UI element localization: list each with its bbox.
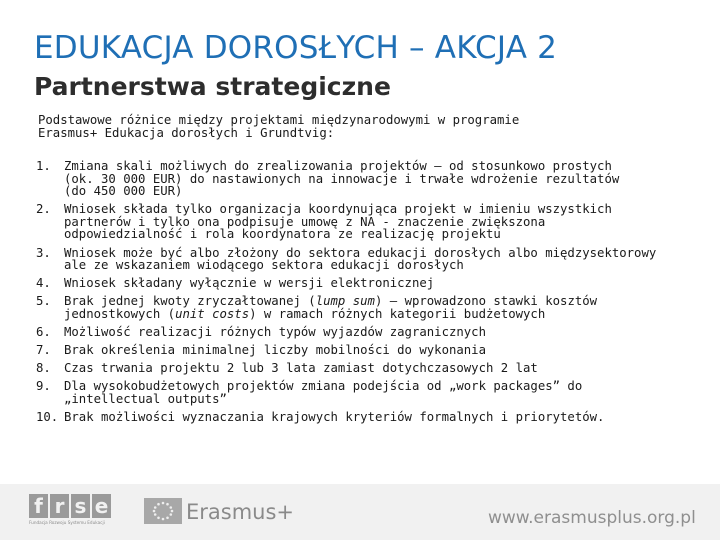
item-number: 8.: [36, 361, 51, 376]
item-text-part: ) – wprowadzono stawki kosztów: [374, 294, 598, 309]
item-text: [64, 247, 686, 272]
item-line: Możliwość realizacji różnych typów wyjazdów zagranicznych: [64, 325, 486, 340]
erasmus-plus-logo: Erasmus+: [186, 500, 295, 524]
item-number: 7.: [36, 343, 51, 358]
item-line: Brak określenia minimalnej liczby mobilności do wykonania: [64, 343, 486, 358]
item-text-part: jednostkowych (: [64, 306, 176, 321]
item-text: [64, 160, 686, 198]
list-item: [36, 277, 686, 290]
list-item: [36, 362, 686, 375]
item-text: [64, 277, 686, 290]
item-line: Zmiana skali możliwych do zrealizowania projektów – od stosunkowo prostych: [64, 159, 612, 173]
frse-letter: e: [92, 494, 111, 518]
frse-logo: [29, 494, 111, 530]
intro-line: Erasmus+ Edukacja dorosłych i Grundtvig:: [38, 126, 335, 140]
list-item: [36, 380, 686, 405]
frse-letter: s: [71, 494, 90, 518]
item-line: Czas trwania projektu 2 lub 3 lata zamiast dotychczasowych 2 lat: [64, 361, 538, 376]
item-number: 2.: [36, 202, 51, 217]
differences-list: [36, 160, 686, 429]
item-line: Dla wysokobudżetowych projektów zmiana podejścia od „work packages” do: [64, 379, 583, 394]
list-item: [36, 326, 686, 339]
list-item: [36, 160, 686, 198]
item-text: [64, 203, 686, 241]
item-text: [64, 344, 686, 357]
item-number: 6.: [36, 325, 51, 340]
item-line: ale ze wskazaniem wiodącego sektora edukacji dorosłych: [64, 258, 464, 273]
item-line: (do 450 000 EUR): [64, 184, 183, 199]
frse-letter: r: [50, 494, 69, 518]
list-item: [36, 344, 686, 357]
intro-text: [38, 114, 678, 140]
item-text-part: ) w ramach różnych kategorii budżetowych: [249, 306, 546, 321]
intro-line: Podstawowe różnice między projektami międzynarodowymi w programie: [38, 113, 520, 127]
item-line: Wniosek składany wyłącznie w wersji elektronicznej: [64, 276, 435, 291]
item-line: „intellectual outputs”: [64, 391, 227, 406]
item-line: [64, 308, 686, 321]
item-text: [64, 295, 686, 320]
item-emphasis: unit costs: [175, 306, 250, 321]
slide-title: EDUKACJA DOROSŁYCH – AKCJA 2: [34, 30, 558, 66]
item-text: [64, 326, 686, 339]
item-number: 5.: [36, 294, 51, 309]
eu-flag-icon: [144, 498, 182, 524]
item-line: Brak możliwości wyznaczania krajowych kryteriów formalnych i priorytetów.: [64, 410, 605, 424]
item-number: 1.: [36, 159, 51, 173]
frse-letters: [29, 494, 111, 518]
item-text: [64, 362, 686, 375]
list-item: [36, 203, 686, 241]
slide-subtitle: Partnerstwa strategiczne: [34, 72, 391, 101]
item-number: 10.: [36, 410, 59, 424]
item-line: Wniosek składa tylko organizacja koordynująca projekt w imieniu wszystkich: [64, 202, 612, 217]
frse-tagline: Fundacja Rozwoju Systemu Edukacji: [29, 520, 105, 525]
item-line: (ok. 30 000 EUR) do nastawionych na innowacje i trwałe wdrożenie rezultatów: [64, 171, 620, 186]
item-number: 3.: [36, 245, 51, 260]
item-emphasis: lump sum: [315, 294, 375, 309]
list-item: [36, 295, 686, 320]
item-number: 9.: [36, 379, 51, 394]
frse-letter: f: [29, 494, 48, 518]
item-line: partnerów i tylko ona podpisuje umowę z NA - znaczenie zwiększona: [64, 214, 546, 229]
website-url[interactable]: www.erasmusplus.org.pl: [488, 508, 696, 528]
item-text-part: Brak jednej kwoty zryczałtowanej (: [64, 294, 316, 309]
item-number: 4.: [36, 276, 51, 291]
item-line: Wniosek może być albo złożony do sektora edukacji dorosłych albo międzysektorowy: [64, 245, 657, 260]
list-item: [36, 247, 686, 272]
item-text: [64, 411, 686, 424]
item-text: [64, 380, 686, 405]
item-line: odpowiedzialność i rola koordynatora ze realizację projektu: [64, 227, 501, 242]
list-item: [36, 411, 686, 424]
